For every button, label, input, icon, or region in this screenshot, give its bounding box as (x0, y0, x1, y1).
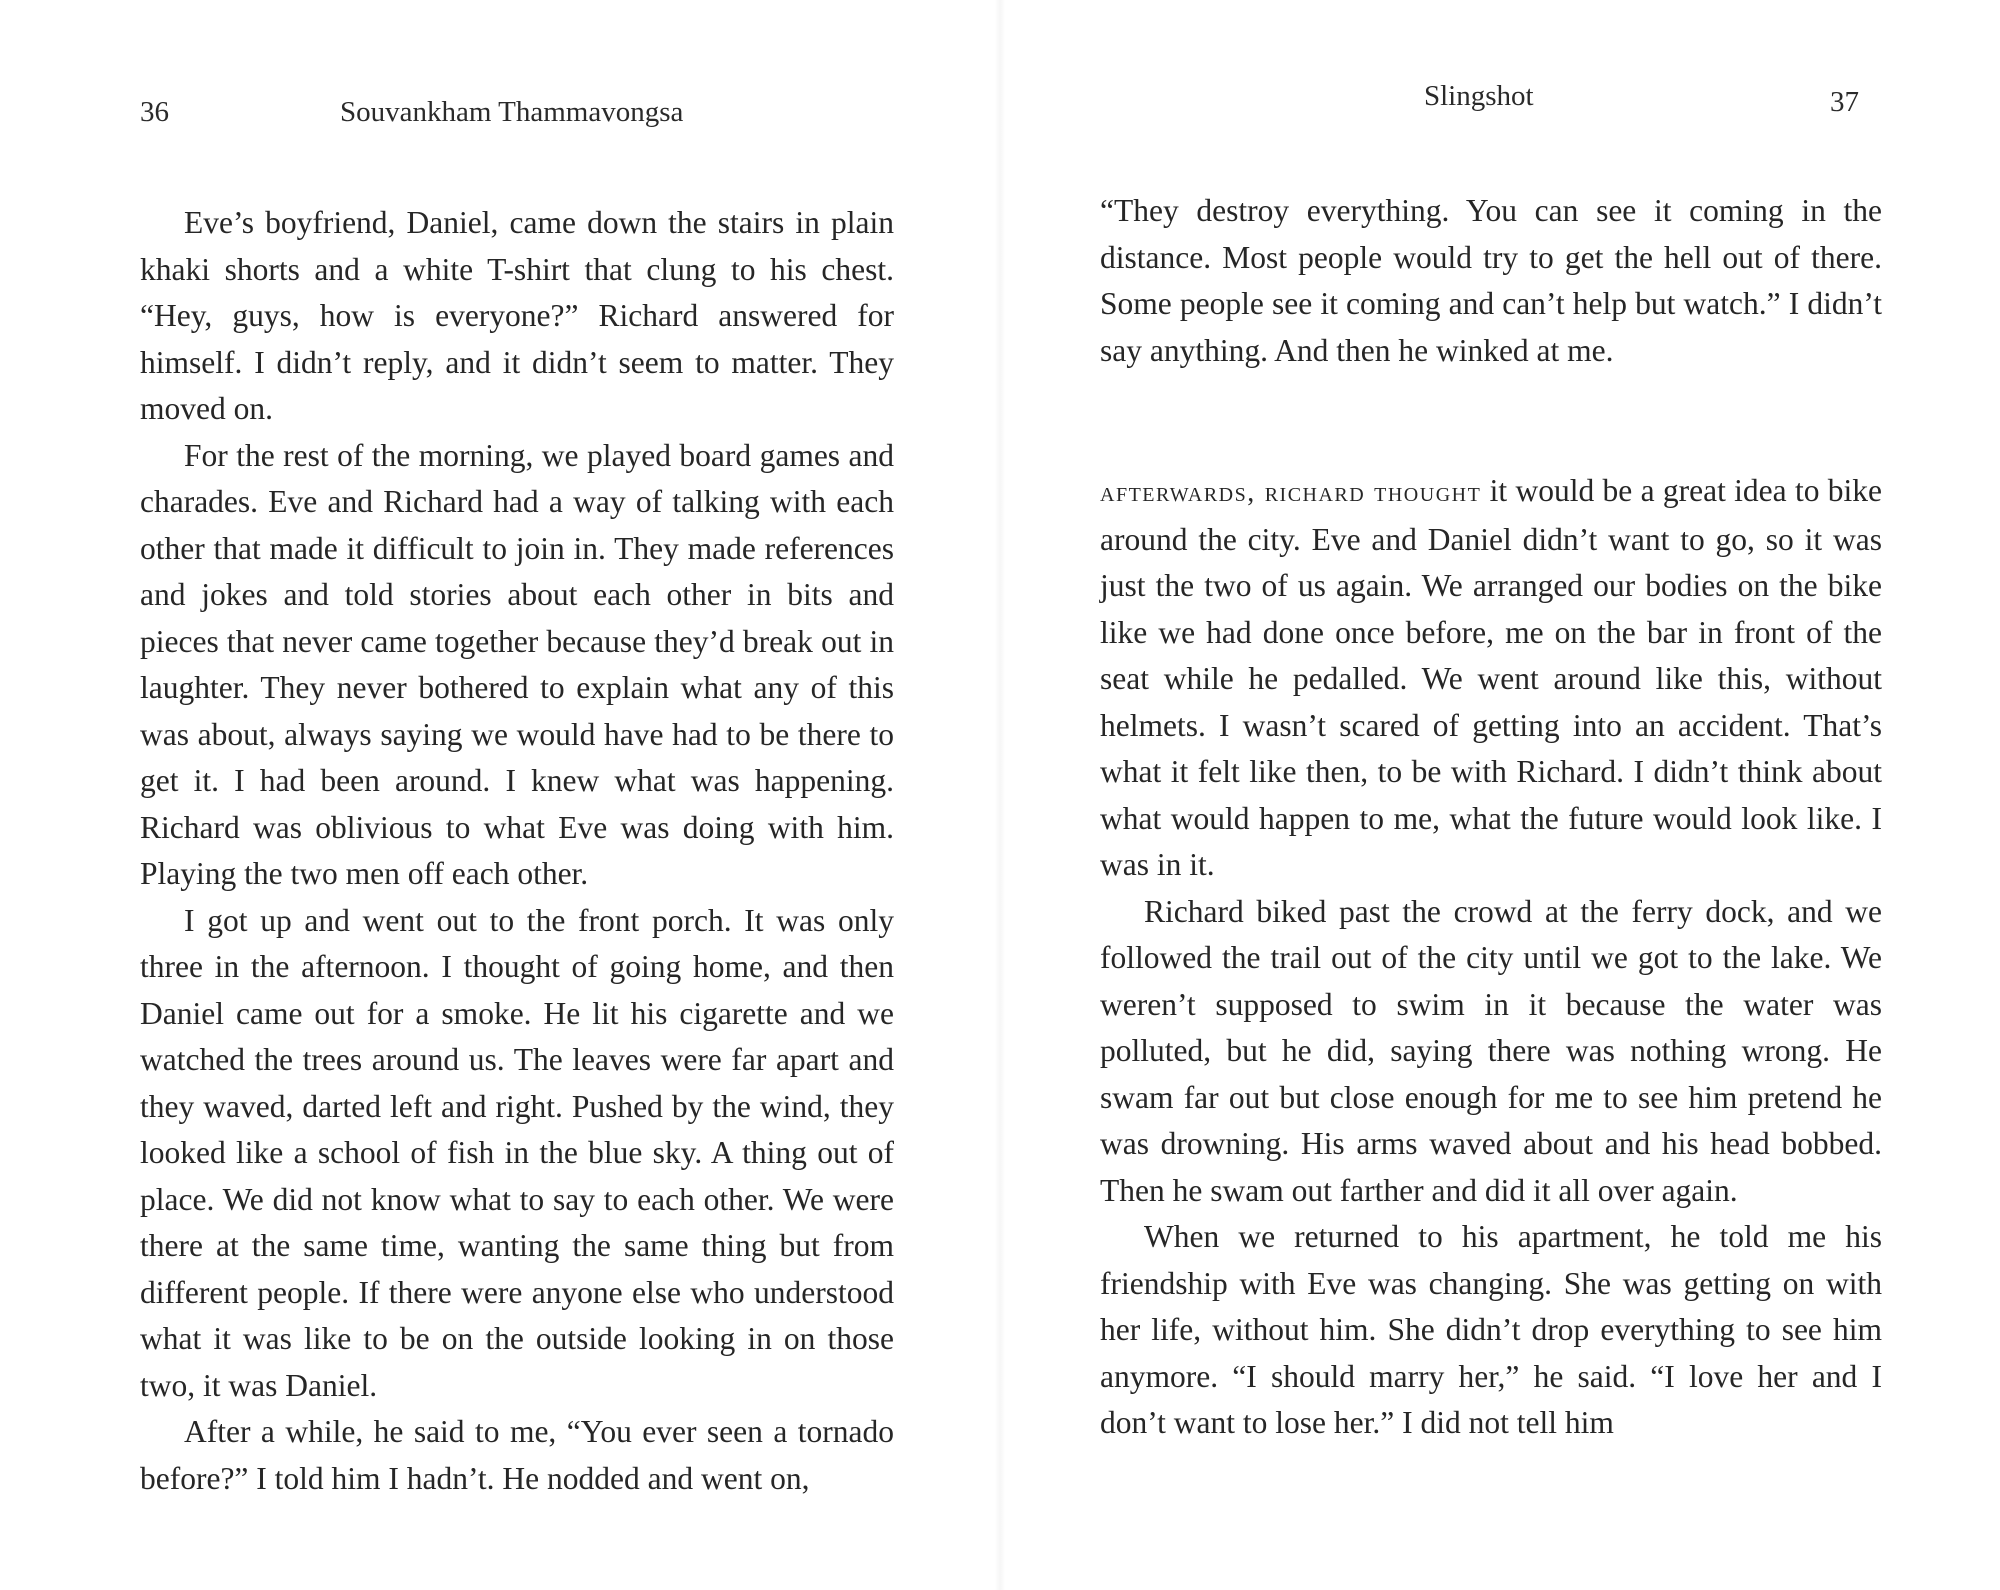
section-first-paragraph (1100, 468, 1882, 889)
body-text-left (140, 200, 894, 1502)
page-number-left: 36 (140, 96, 169, 128)
small-caps-lead-in: afterwards, richard thought (1100, 477, 1482, 508)
paragraph: Richard biked past the crowd at the ferry dock, and we followed the trail out of the city until we got to the lake. We weren’t supposed to swim in it because the water was polluted, but he did, saying there was nothing wrong. He swam far out but close enough for me to see him pretend he was drowning. His arms waved about and his head bobbed. Then he swam out farther and did it all over again. (1100, 893, 1882, 1208)
paragraph: Eve’s boyfriend, Daniel, came down the stairs in plain khaki shorts and a white T-shirt that clung to his chest. “Hey, guys, how is everyone?” Richard answered for himself. I didn’t reply, and it didn’t seem to matter. They moved on. (140, 205, 894, 426)
paragraph: After a while, he said to me, “You ever seen a tornado before?” I told him I hadn’t. He nodded and went on, (140, 1414, 894, 1496)
body-text-right (1100, 188, 1882, 1447)
running-head-title: Slingshot (1424, 80, 1534, 112)
right-page (1020, 0, 2000, 1590)
paragraph: When we returned to his apartment, he told me his friendship with Eve was changing. She was getting on with her life, without him. She didn’t drop everything to see him anymore. “I should marry her,” he said. “I love her and I don’t want to lose her.” I did not tell him (1100, 1219, 1882, 1440)
paragraph: “They destroy everything. You can see it coming in the distance. Most people would try to get the hell out of there. Some people see it coming and can’t help but watch.” I didn’t say anything. And then he winked at me. (1100, 193, 1882, 368)
paragraph-rest: it would be a great idea to bike around the city. Eve and Daniel didn’t want to go, so it was just the two of us again. We arranged our bodies on the bike like we had done once before, me on the bar in front of the seat while he pedalled. We went around like this, without helmets. I wasn’t scared of getting into an accident. That’s what it felt like then, to be with Richard. I didn’t think about what would happen to me, what the future would look like. I was in it. (1100, 473, 1883, 882)
left-page (0, 0, 980, 1590)
paragraph: I got up and went out to the front porch. It was only three in the afternoon. I thought of going home, and then Daniel came out for a smoke. He lit his cigarette and we watched the trees around us. The leaves were far apart and they waved, darted left and right. Pushed by the wind, they looked like a school of fish in the blue sky. A thing out of place. We did not know what to say to each other. We were there at the same time, wanting the same thing but from different people. If there were anyone else who understood what it was like to be on the outside looking in on those two, it was Daniel. (140, 902, 894, 1403)
book-gutter (995, 0, 1005, 1590)
running-head-author: Souvankham Thammavongsa (340, 96, 684, 128)
section-break (1100, 374, 1882, 468)
page-number-right: 37 (1830, 86, 1859, 118)
paragraph: For the rest of the morning, we played board games and charades. Eve and Richard had a way of talking with each other that made it difficult to join in. They made references and jokes and told stories about each other in bits and pieces that never came together because they’d break out in laughter. They never bothered to explain what any of this was about, always saying we would have had to be there to get it. I had been around. I knew what was happening. Richard was oblivious to what Eve was doing with him. Playing the two men off each other. (140, 437, 894, 891)
